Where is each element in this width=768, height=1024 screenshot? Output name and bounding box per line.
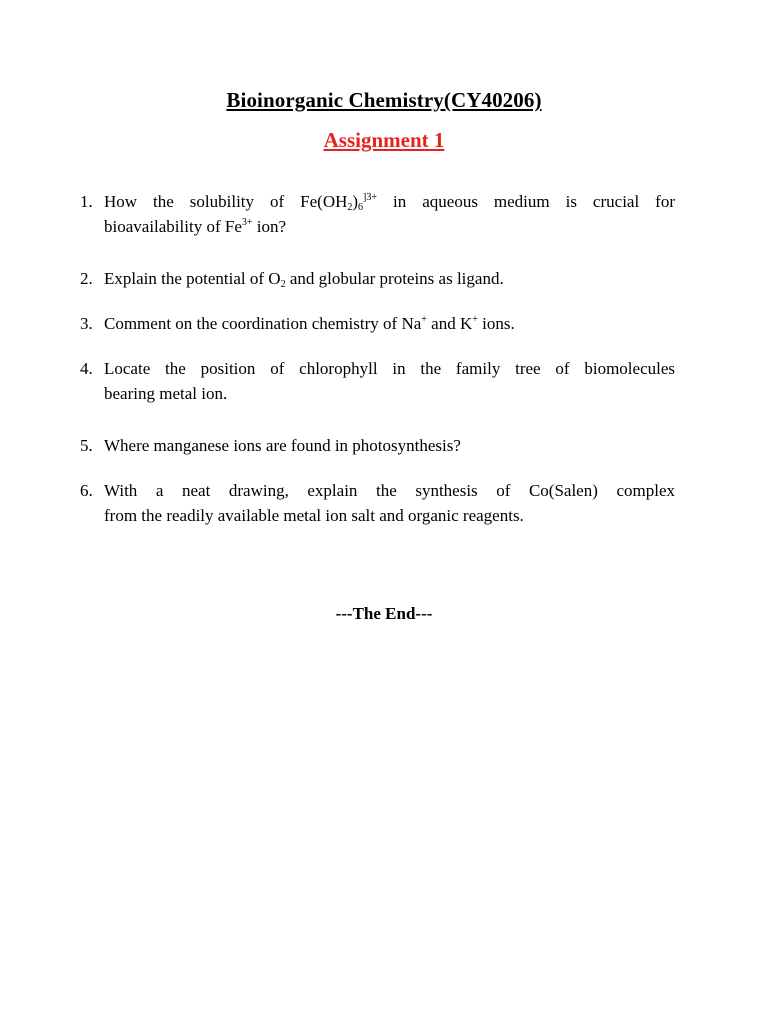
question-1 [80,189,675,239]
question-5 [80,433,675,458]
question-text [104,266,675,291]
superscript: ]3+ [363,192,378,203]
text-run: ions. [477,314,515,333]
text-run: in aqueous medium is crucial for [377,192,675,211]
question-2 [80,266,675,291]
text-run: How the solubility of Fe(OH [104,192,348,211]
question-3 [80,311,675,336]
question-number: 4. [80,359,93,378]
question-text [104,311,675,336]
closing-text: ---The End--- [335,604,433,623]
question-number: 5. [80,436,93,455]
text-run: Explain the potential of O [104,269,281,288]
text-run: ) [352,192,359,211]
question-number: 2. [80,269,93,288]
question-text [104,478,675,528]
question-line: Locate the position of chlorophyll in the family tree of biomolecules [104,359,675,378]
superscript: + [472,314,478,325]
question-number: 6. [80,481,93,500]
question-text [104,189,675,239]
question-line [104,189,675,214]
question-6 [80,478,675,528]
question-line: from the readily available metal ion salt and organic reagents. [104,506,524,525]
question-line: With a neat drawing, explain the synthesis of Co(Salen) complex [104,481,675,500]
subscript: 6 [358,202,364,213]
question-number: 3. [80,314,93,333]
text-run: ion? [252,217,287,236]
assignment-heading: Assignment 1 [323,128,445,152]
text-run: Where manganese ions are found in photosynthesis? [104,436,461,455]
question-number: 1. [80,192,93,211]
superscript: + [421,314,427,325]
subscript: 2 [347,202,353,213]
question-text [104,356,675,406]
question-text [104,433,675,458]
subscript: 2 [280,279,286,290]
text-run: and globular proteins as ligand. [285,269,504,288]
question-4 [80,356,675,406]
text-run: bioavailability of Fe [104,217,242,236]
text-run: Comment on the coordination chemistry of Na [104,314,422,333]
text-run: and K [426,314,473,333]
superscript: 3+ [241,217,253,228]
question-line: bearing metal ion. [104,384,228,403]
document-title: Bioinorganic Chemistry(CY40206) [226,88,542,112]
